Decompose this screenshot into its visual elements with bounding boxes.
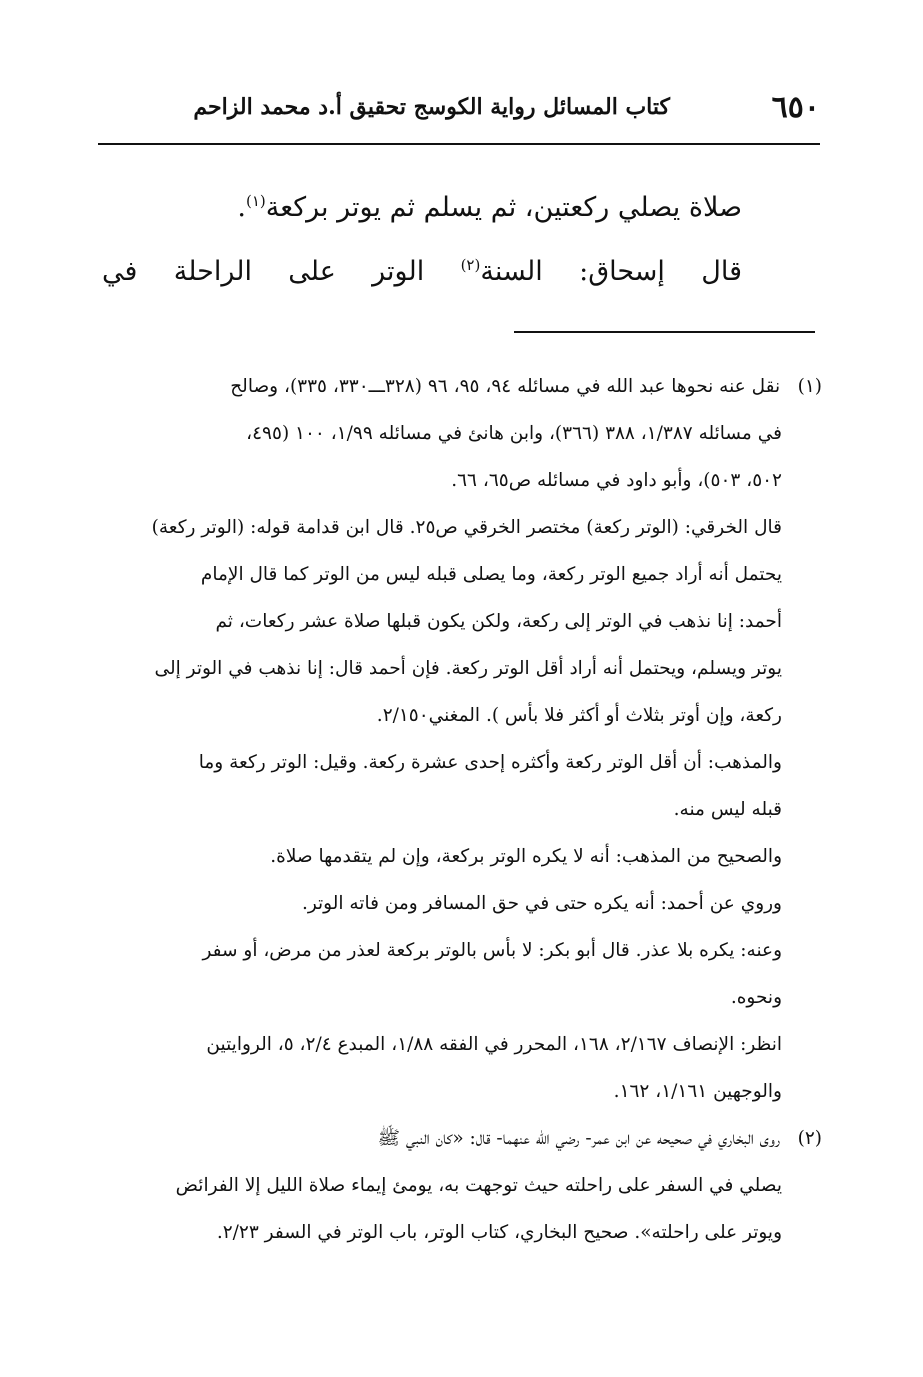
footnote-1-line: يوتر ويسلم، ويحتمل أنه أراد أقل الوتر ركعة. فإن أحمد قال: إنا نذهب في الوتر إلى (154, 658, 782, 679)
footnote-1-number: (١) (797, 376, 822, 397)
footnote-1-line: أحمد: إنا نذهب في الوتر إلى ركعة، ولكن يكون قبلها صلاة عشر ركعات، ثم (215, 611, 782, 632)
footnote-1-line: وعنه: يكره بلا عذر. قال أبو بكر: لا بأس بالوتر بركعة لعذر من مرض، أو سفر (202, 940, 782, 961)
footnote-1-line: يحتمل أنه أراد جميع الوتر ركعة، وما يصلى قبله ليس من الوتر كما قال الإمام (200, 564, 782, 585)
footnote-1-line: ركعة، وإن أوتر بثلاث أو أكثر فلا بأس ). المغني٢/١٥٠. (376, 705, 782, 726)
footnote-1-line: والوجهين ١/١٦١، ١٦٢. (613, 1081, 782, 1102)
footnote-1-line: في مسائله ١/٣٨٧، ٣٨٨ (٣٦٦)، وابن هانئ في مسائله ١/٩٩، ١٠٠ (٤٩٥، (246, 423, 782, 444)
footnote-1-line: انظر: الإنصاف ٢/١٦٧، ١٦٨، المحرر في الفقه ١/٨٨، المبدع ٢/٤، ٥، الروايتين (206, 1034, 782, 1055)
footnote-1-line: وروي عن أحمد: أنه يكره حتى في حق المسافر ومن فاته الوتر. (301, 893, 782, 914)
footnote-2-line: (٢) روى البخاري في صحيحه عن ابن عمر- رضي الله عنهما- قال: «كان النبي ﷺ (100, 1115, 822, 1162)
footnote-marker-2[interactable]: (٢) (460, 256, 481, 274)
main-line-1 (102, 176, 742, 240)
footnote-2-number: (٢) (797, 1128, 822, 1149)
main-line-1-text: صلاة يصلي ركعتين، ثم يسلم ثم يوتر بركعة (265, 192, 742, 223)
page-number: ٦٥٠ (771, 90, 820, 125)
main-line-2 (102, 240, 742, 304)
footnote-1-line: والصحيح من المذهب: أنه لا يكره الوتر بركعة، وإن لم يتقدمها صلاة. (270, 846, 782, 867)
footnote-1 (100, 363, 822, 1115)
footnotes (100, 363, 822, 1256)
main-line-2-before: قال إسحاق: السنة (480, 256, 742, 287)
main-text (102, 176, 742, 304)
main-line-1-end: . (237, 192, 246, 223)
footnote-1-line: والمذهب: أن أقل الوتر ركعة وأكثره إحدى عشرة ركعة. وقيل: الوتر ركعة وما (198, 752, 782, 773)
running-title: كتاب المسائل رواية الكوسج تحقيق أ.د محمد الزاحم (193, 94, 670, 120)
footnote-separator (514, 331, 815, 333)
footnote-2-line: يصلي في السفر على راحلته حيث توجهت به، يومئ إيماء صلاة الليل إلا الفرائض (175, 1175, 782, 1196)
main-line-2-after: الوتر على الراحلة في (102, 256, 461, 287)
footnote-2-line: ويوتر على راحلته». صحيح البخاري، كتاب الوتر، باب الوتر في السفر ٢/٢٣. (216, 1222, 782, 1243)
footnote-1-line: ٥٠٢، ٥٠٣)، وأبو داود في مسائله ص٦٥، ٦٦. (451, 470, 782, 491)
footnote-1-line: قال الخرقي: (الوتر ركعة) مختصر الخرقي ص٢٥. قال ابن قدامة قوله: (الوتر ركعة) (151, 517, 782, 538)
footnote-1-line: ونحوه. (730, 987, 782, 1008)
header-rule (98, 143, 820, 145)
page-header (98, 84, 820, 136)
footnote-1-line: قبله ليس منه. (673, 799, 782, 820)
footnote-marker-1[interactable]: (١) (245, 192, 266, 210)
footnote-1-line: (١) نقل عنه نحوها عبد الله في مسائله ٩٤، ٩٥، ٩٦ (٣٢٨ـــ٣٣٠، ٣٣٥)، وصالح (100, 363, 822, 410)
footnote-2 (100, 1115, 822, 1256)
